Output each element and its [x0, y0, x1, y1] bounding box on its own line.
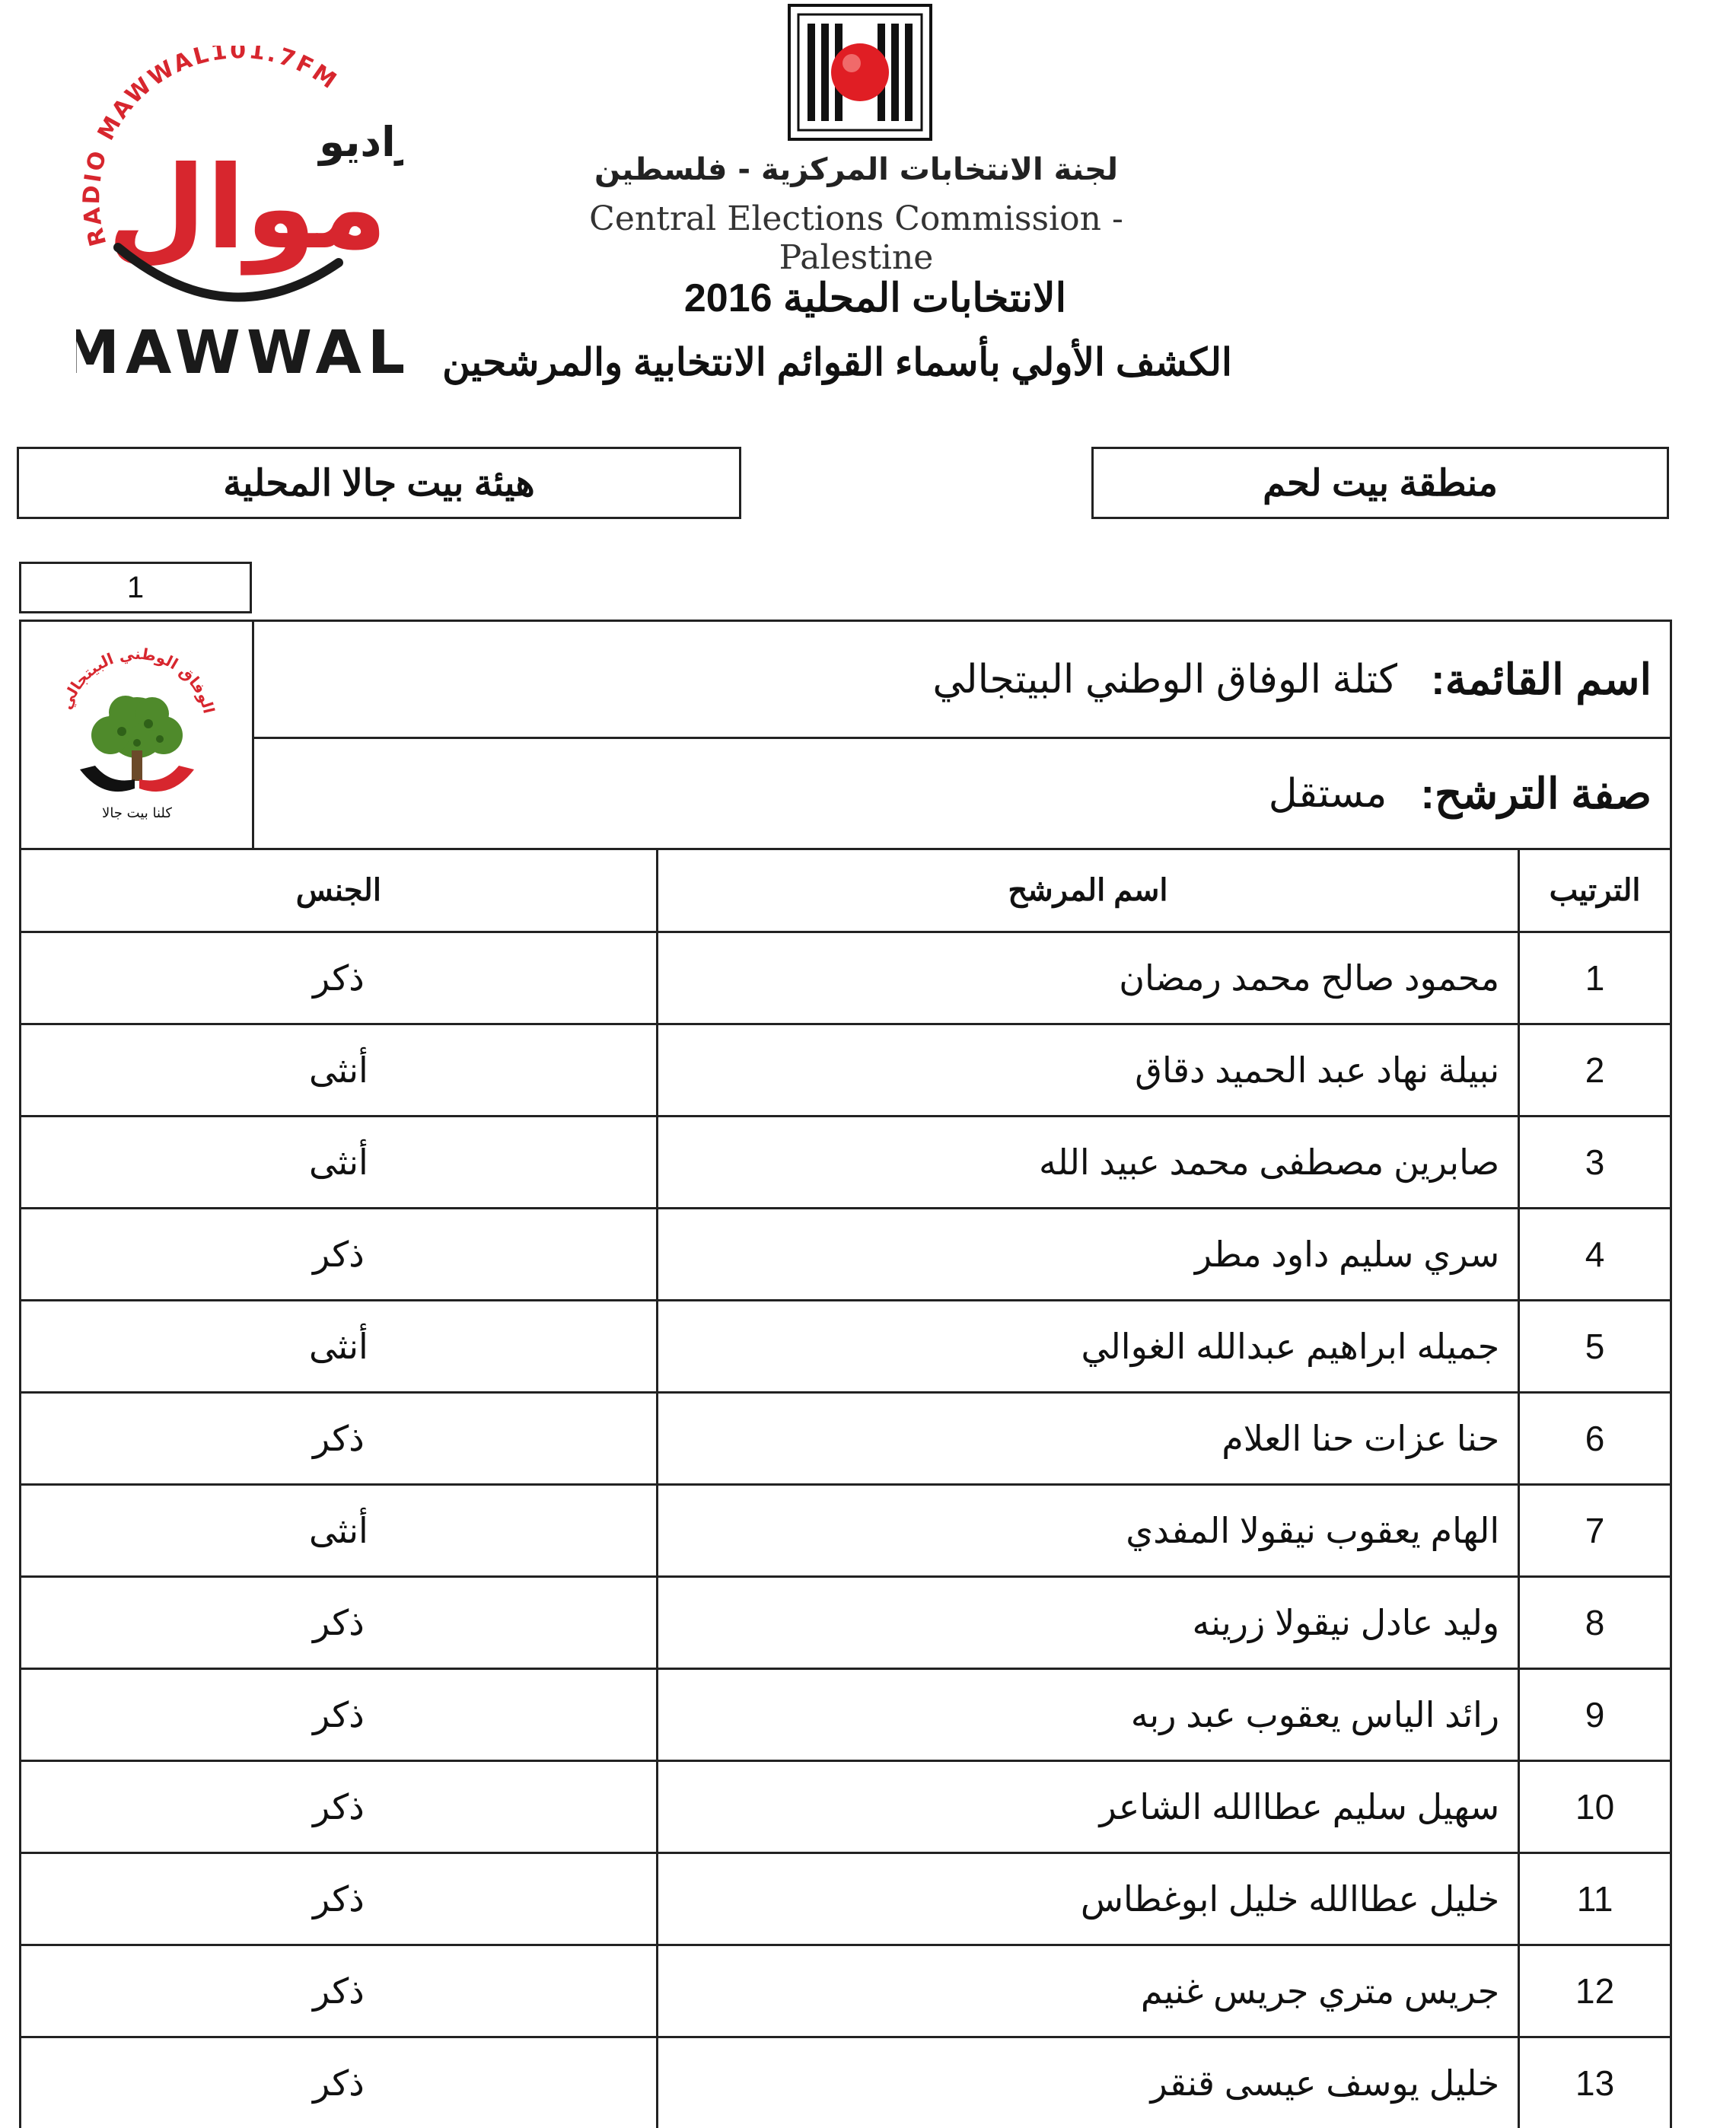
table-row — [21, 1761, 1671, 1853]
candidate-rank: 3 — [1519, 1117, 1671, 1209]
list-info-panel — [19, 620, 1672, 850]
svg-text:كلنا بيت جالا: كلنا بيت جالا — [101, 804, 172, 821]
table-row — [21, 1117, 1671, 1209]
list-number-box: 1 — [19, 562, 252, 613]
candidate-rank: 13 — [1519, 2037, 1671, 2128]
list-name-row — [254, 622, 1670, 739]
candidate-name: سري سليم داود مطر — [657, 1209, 1518, 1301]
svg-text:الوفاق الوطني البيتجالي: الوفاق الوطني البيتجالي — [56, 644, 218, 715]
candidate-rank: 2 — [1519, 1024, 1671, 1117]
candidates-table-body — [21, 932, 1671, 2128]
candidate-gender: ذكر — [21, 1577, 658, 1669]
candidate-name: سهيل سليم عطاالله الشاعر — [657, 1761, 1518, 1853]
candidate-rank: 10 — [1519, 1761, 1671, 1853]
candidate-gender: ذكر — [21, 2037, 658, 2128]
candidate-gender: أنثى — [21, 1024, 658, 1117]
table-row — [21, 1945, 1671, 2037]
list-tree-logo — [49, 644, 225, 827]
candidate-rank: 11 — [1519, 1853, 1671, 1945]
candidacy-type-row — [254, 739, 1670, 848]
candidate-rank: 8 — [1519, 1577, 1671, 1669]
candidate-gender: ذكر — [21, 932, 658, 1024]
commission-name-english: Central Elections Commission - Palestine — [589, 199, 1123, 277]
region-box: منطقة بيت لحم — [1091, 447, 1669, 519]
table-row — [21, 1024, 1671, 1117]
candidate-gender: أنثى — [21, 1485, 658, 1577]
table-row — [21, 1393, 1671, 1485]
cec-emblem-logo — [788, 4, 932, 141]
table-row — [21, 1669, 1671, 1761]
candidate-gender: أنثى — [21, 1301, 658, 1393]
candidate-rank: 4 — [1519, 1209, 1671, 1301]
candidate-rank: 6 — [1519, 1393, 1671, 1485]
candidate-gender: ذكر — [21, 1761, 658, 1853]
list-name-value: كتلة الوفاق الوطني البيتجالي — [932, 657, 1398, 702]
document-subtitle: الكشف الأولي بأسماء القوائم الانتخابية والمرشحين — [442, 341, 1232, 384]
candidate-rank: 12 — [1519, 1945, 1671, 2037]
candidate-gender: ذكر — [21, 1393, 658, 1485]
candidate-name: وليد عادل نيقولا زرينه — [657, 1577, 1518, 1669]
candidate-name: حنا عزات حنا العلام — [657, 1393, 1518, 1485]
candidate-gender: أنثى — [21, 1117, 658, 1209]
candidacy-type-label: صفة الترشح: — [1420, 769, 1652, 817]
radio-mawwal-logo — [76, 46, 403, 388]
candidate-name: جريس متري جريس غنيم — [657, 1945, 1518, 2037]
candidate-gender: ذكر — [21, 1669, 658, 1761]
candidate-name: جميله ابراهيم عبدالله الغوالي — [657, 1301, 1518, 1393]
candidate-name: صابرين مصطفى محمد عبيد الله — [657, 1117, 1518, 1209]
candidate-name: خليل يوسف عيسى قنقر — [657, 2037, 1518, 2128]
table-row — [21, 1209, 1671, 1301]
candidate-gender: ذكر — [21, 1853, 658, 1945]
table-row — [21, 1301, 1671, 1393]
candidate-rank: 9 — [1519, 1669, 1671, 1761]
candidate-gender: ذكر — [21, 1209, 658, 1301]
table-header-row — [21, 849, 1671, 932]
table-row — [21, 1485, 1671, 1577]
commission-name-arabic: لجنة الانتخابات المركزية - فلسطين — [594, 152, 1119, 187]
header-candidate-name: اسم المرشح — [657, 849, 1518, 932]
list-logo-cell — [21, 622, 254, 848]
candidate-name: محمود صالح محمد رمضان — [657, 932, 1518, 1024]
table-row — [21, 1577, 1671, 1669]
table-row — [21, 1853, 1671, 1945]
candidates-table — [19, 848, 1672, 2128]
table-row — [21, 932, 1671, 1024]
svg-text:راديو: اديو — [319, 118, 396, 166]
candidate-rank: 5 — [1519, 1301, 1671, 1393]
candidacy-type-value: مستقل — [1268, 771, 1387, 816]
local-council-box: هيئة بيت جالا المحلية — [17, 447, 741, 519]
table-row — [21, 2037, 1671, 2128]
svg-text:MAWWAL: MAWWAL — [76, 319, 403, 387]
candidate-gender: ذكر — [21, 1945, 658, 2037]
candidate-rank: 7 — [1519, 1485, 1671, 1577]
candidate-name: رائد الياس يعقوب عبد ربه — [657, 1669, 1518, 1761]
svg-text:موال: موال — [107, 142, 388, 275]
candidate-name: خليل عطاالله خليل ابوغطاس — [657, 1853, 1518, 1945]
svg-text:RADIO MAWWAL101.7FM: RADIO MAWWAL101.7FM — [78, 46, 343, 250]
document-title: الانتخابات المحلية 2016 — [683, 276, 1067, 320]
header-rank: الترتيب — [1519, 849, 1671, 932]
header-gender: الجنس — [21, 849, 658, 932]
candidate-name: الهام يعقوب نيقولا المفدي — [657, 1485, 1518, 1577]
candidate-name: نبيلة نهاد عبد الحميد دقاق — [657, 1024, 1518, 1117]
candidate-rank: 1 — [1519, 932, 1671, 1024]
list-name-label: اسم القائمة: — [1431, 655, 1652, 703]
